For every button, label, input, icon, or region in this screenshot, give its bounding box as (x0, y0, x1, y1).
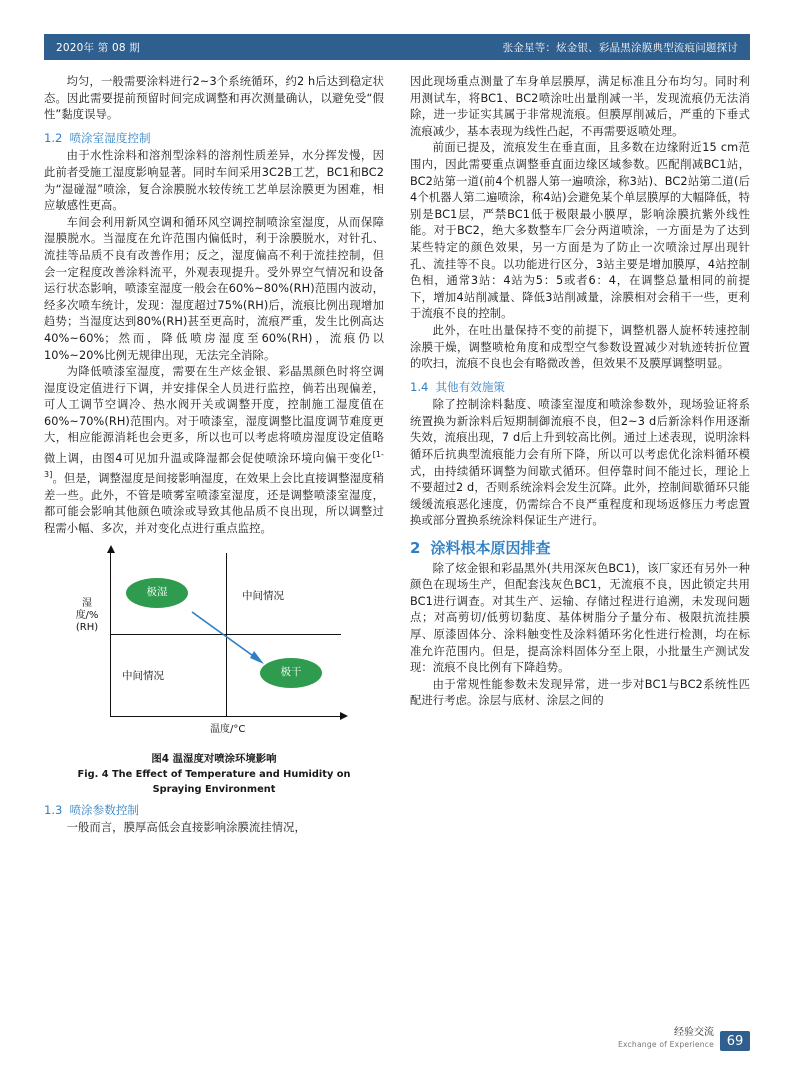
left-column (44, 74, 384, 1009)
y-axis-label: 湿度/%(RH) (75, 597, 99, 633)
temperature-humidity-chart (64, 548, 364, 744)
figure-caption-en-line1: Fig. 4 The Effect of Temperature and Humidity on (77, 768, 351, 780)
x-axis (110, 716, 342, 717)
footer-label-cn: 经验交流 (674, 1027, 714, 1038)
quadrant-label-middle-top: 中间情况 (242, 589, 284, 602)
page-footer (618, 1027, 750, 1051)
paragraph-text-part-1: 为降低喷漆室湿度，需要在生产炫金银、彩晶黑颜色时将空调湿度设定值进行下调，并安排保全人员进行监控，倘若出现偏差，可人工调节空调冷、热水阀开关或调整开度，控制施工湿度值在60%~70%(RH)范围内。对于喷漆室，湿度调整比温度调节难度更大，相应能源消耗也会更多，所以也可以考虑将喷房湿度设定值略微上调，由图4可见加升温或降湿都会促使喷涂环境向偏干变化 (44, 365, 384, 465)
paragraph-text-part-2: 。但是，调整湿度是间接影响湿度，在效果上会比直接调整湿度稍差一些。此外，不管是喷雾室喷漆室湿度，还是调整喷漆室湿度，都可能会影响其他颜色喷涂或导致其他品质不良出现，所以调整过程需小幅、多次，并对变化点进行重点监控。 (44, 472, 384, 535)
section-number: 1.4 (410, 379, 429, 394)
section-number: 1.2 (44, 130, 63, 145)
figure-caption-en-line2: Spraying Environment (152, 783, 276, 795)
right-column (410, 74, 750, 1009)
figure-caption (44, 752, 384, 796)
x-axis-label: 温度/°C (210, 723, 246, 735)
figure-caption-cn: 图4 温湿度对喷涂环境影响 (151, 752, 277, 765)
footer-section-label (618, 1027, 714, 1051)
figure-4 (44, 548, 384, 796)
x-axis-arrow-icon (340, 712, 348, 720)
quadrant-label-extreme-dry: 极干 (260, 658, 322, 688)
paragraph: 一般而言，膜厚高低会直接影响涂膜流挂情况， (66, 821, 306, 835)
section-title: 喷涂室湿度控制 (69, 130, 151, 145)
section-title: 其他有效施策 (435, 379, 506, 394)
header-issue: 2020年 第 08 期 (56, 41, 140, 54)
paragraph: 均匀，一般需要涂料进行2~3个系统循环，约2 h后达到稳定状态。因此需要提前预留时间完成调整和再次测量确认，以避免受“假性”黏度误导。 (44, 75, 384, 122)
paragraph: 前面已提及，流痕发生在垂直面，且多数在边缘附近15 cm范围内，因此需要重点调整垂直面边缘区域参数。匹配削减BC1站，BC2站第一道(前4个机器人第一遍喷涂，称3站)、BC2站第二道(后4个机器人第二遍喷涂，称4站)会避免某个单层膜厚的大幅降低，特别是BC1层，严禁BC1低于极限最小膜厚，影响涂膜抗紫外线性能。对于BC2，绝大多数整车厂会分两道喷涂，一方面是为了达到某些特定的颜色效果，另一方面是为了防止一次喷涂过厚出现针孔、流挂等不良。以功能进行区分，3站主要是增加膜厚，4站控制色相，通常3站：4站为5：5或者6：4，在调整总量相同的前提下，增加4站削减量、降低3站削减量，涂膜相对会稍干一些，更利于流痕不良的控制。 (410, 141, 750, 321)
paragraph: 由于水性涂料和溶剂型涂料的溶剂性质差异，水分挥发慢，因此前者受施工湿度影响显著。同时车间采用3C2B工艺，BC1和BC2为“湿碰湿”喷涂，复合涂膜脱水较传统工艺单层涂膜更为困难，相应敏感性更高。 (44, 149, 384, 213)
section-heading-1-3 (44, 802, 384, 819)
section-number: 2 (410, 539, 421, 558)
footer-label-en: Exchange of Experience (618, 1040, 714, 1049)
section-heading-1-4 (410, 379, 750, 396)
reference-marker: [1-3] (44, 450, 384, 480)
paragraph: 此外，在吐出量保持不变的前提下，调整机器人旋杯转速控制涂膜干燥，调整喷枪角度和成型空气参数设置减少对轨迹转折位置的吹扫，流痕不良也会有略微改善，但效果不及膜厚调整明显。 (410, 323, 750, 371)
page-number: 69 (720, 1031, 750, 1051)
trend-arrow-icon (190, 610, 268, 668)
y-axis-arrow-icon (107, 545, 115, 553)
paragraph: 除了控制涂料黏度、喷漆室湿度和喷涂参数外，现场验证将系统置换为新涂料后短期制御流痕不良，但2~3 d后新涂料作用逐渐失效，流痕出现，7 d后上升到较高比例。通过上述表现，说明涂料循环后抗典型流痕能力会有所下降，所以可以考虑优化涂料循环模式，由持续循环调整为间歇式循环。但停靠时间不能过长，理论上不要超过2 d，否则系统涂料会发生沉降。此外，控制间歇循环只能缓缓流痕恶化速度，仍需综合不良严重程度和现场返修压力考虑置换或部分置换系统涂料保证生产进行。 (410, 398, 750, 528)
paragraph: 由于常规性能参数未发现异常，进一步对BC1与BC2系统性匹配进行考虑。涂层与底材、涂层之间的 (410, 677, 750, 708)
article-body (44, 74, 750, 1009)
header-title: 张金星等：炫金银、彩晶黑涂膜典型流痕问题探讨 (502, 41, 738, 54)
page-header (44, 34, 750, 60)
section-title: 涂料根本原因排查 (430, 539, 551, 558)
paragraph: 车间会利用新风空调和循环风空调控制喷涂室湿度，从而保障湿膜脱水。当湿度在允许范围内偏低时，利于涂膜脱水，对针孔、流挂等品质不良有改善作用；反之，湿度偏高不利于流挂控制，但会一定程度改善涂料流平，外观表现提升。受外界空气情况和设备运行状态影响，喷漆室湿度一般会在60%~80%(RH)范围内波动，经多次喷车统计，发现：湿度超过75%(RH)后，流痕比例出现增加趋势；当湿度达到80%(RH)甚至更高时，流痕严重，发生比例高达40%~60%；然而，降低喷房湿度至60%(RH)，流痕仍以10%~20%比例无规律出现，无法完全消除。 (44, 215, 384, 362)
paragraph-with-reference (44, 364, 384, 537)
quadrant-label-extreme-wet: 极湿 (126, 578, 188, 608)
section-heading-1-2 (44, 130, 384, 147)
section-heading-2 (410, 540, 750, 557)
section-number: 1.3 (44, 802, 63, 817)
paragraph: 除了炫金银和彩晶黑外(共用深灰色BC1)，该厂家还有另外一种颜色在现场生产，但配套浅灰色BC1，无流痕不良，因此锁定共用BC1进行调查。对其生产、运输、存储过程进行追溯，未发现问题点；对高剪切/低剪切黏度、基体树脂分子量分布、极限抗流挂膜厚、原漆固体分、涂料触变性及涂料循环劣化性进行检测，均在标准允许范围内。但是，提高涂料固体分至上限，小批量生产测试发现：流痕不良比例有下降趋势。 (410, 561, 750, 675)
section-title: 喷涂参数控制 (69, 802, 140, 817)
paragraph: 因此现场重点测量了车身单层膜厚，满足标准且分布均匀。同时利用测试车，将BC1、BC2喷涂吐出量削减一半，发现流痕仍无法消除，进一步证实其属于非常规流痕。但膜厚削减后，严重的下垂式流痕减少，基本表现为线性凸起，不再需要返喷处理。 (410, 75, 750, 138)
quadrant-label-middle-bottom: 中间情况 (122, 669, 164, 682)
